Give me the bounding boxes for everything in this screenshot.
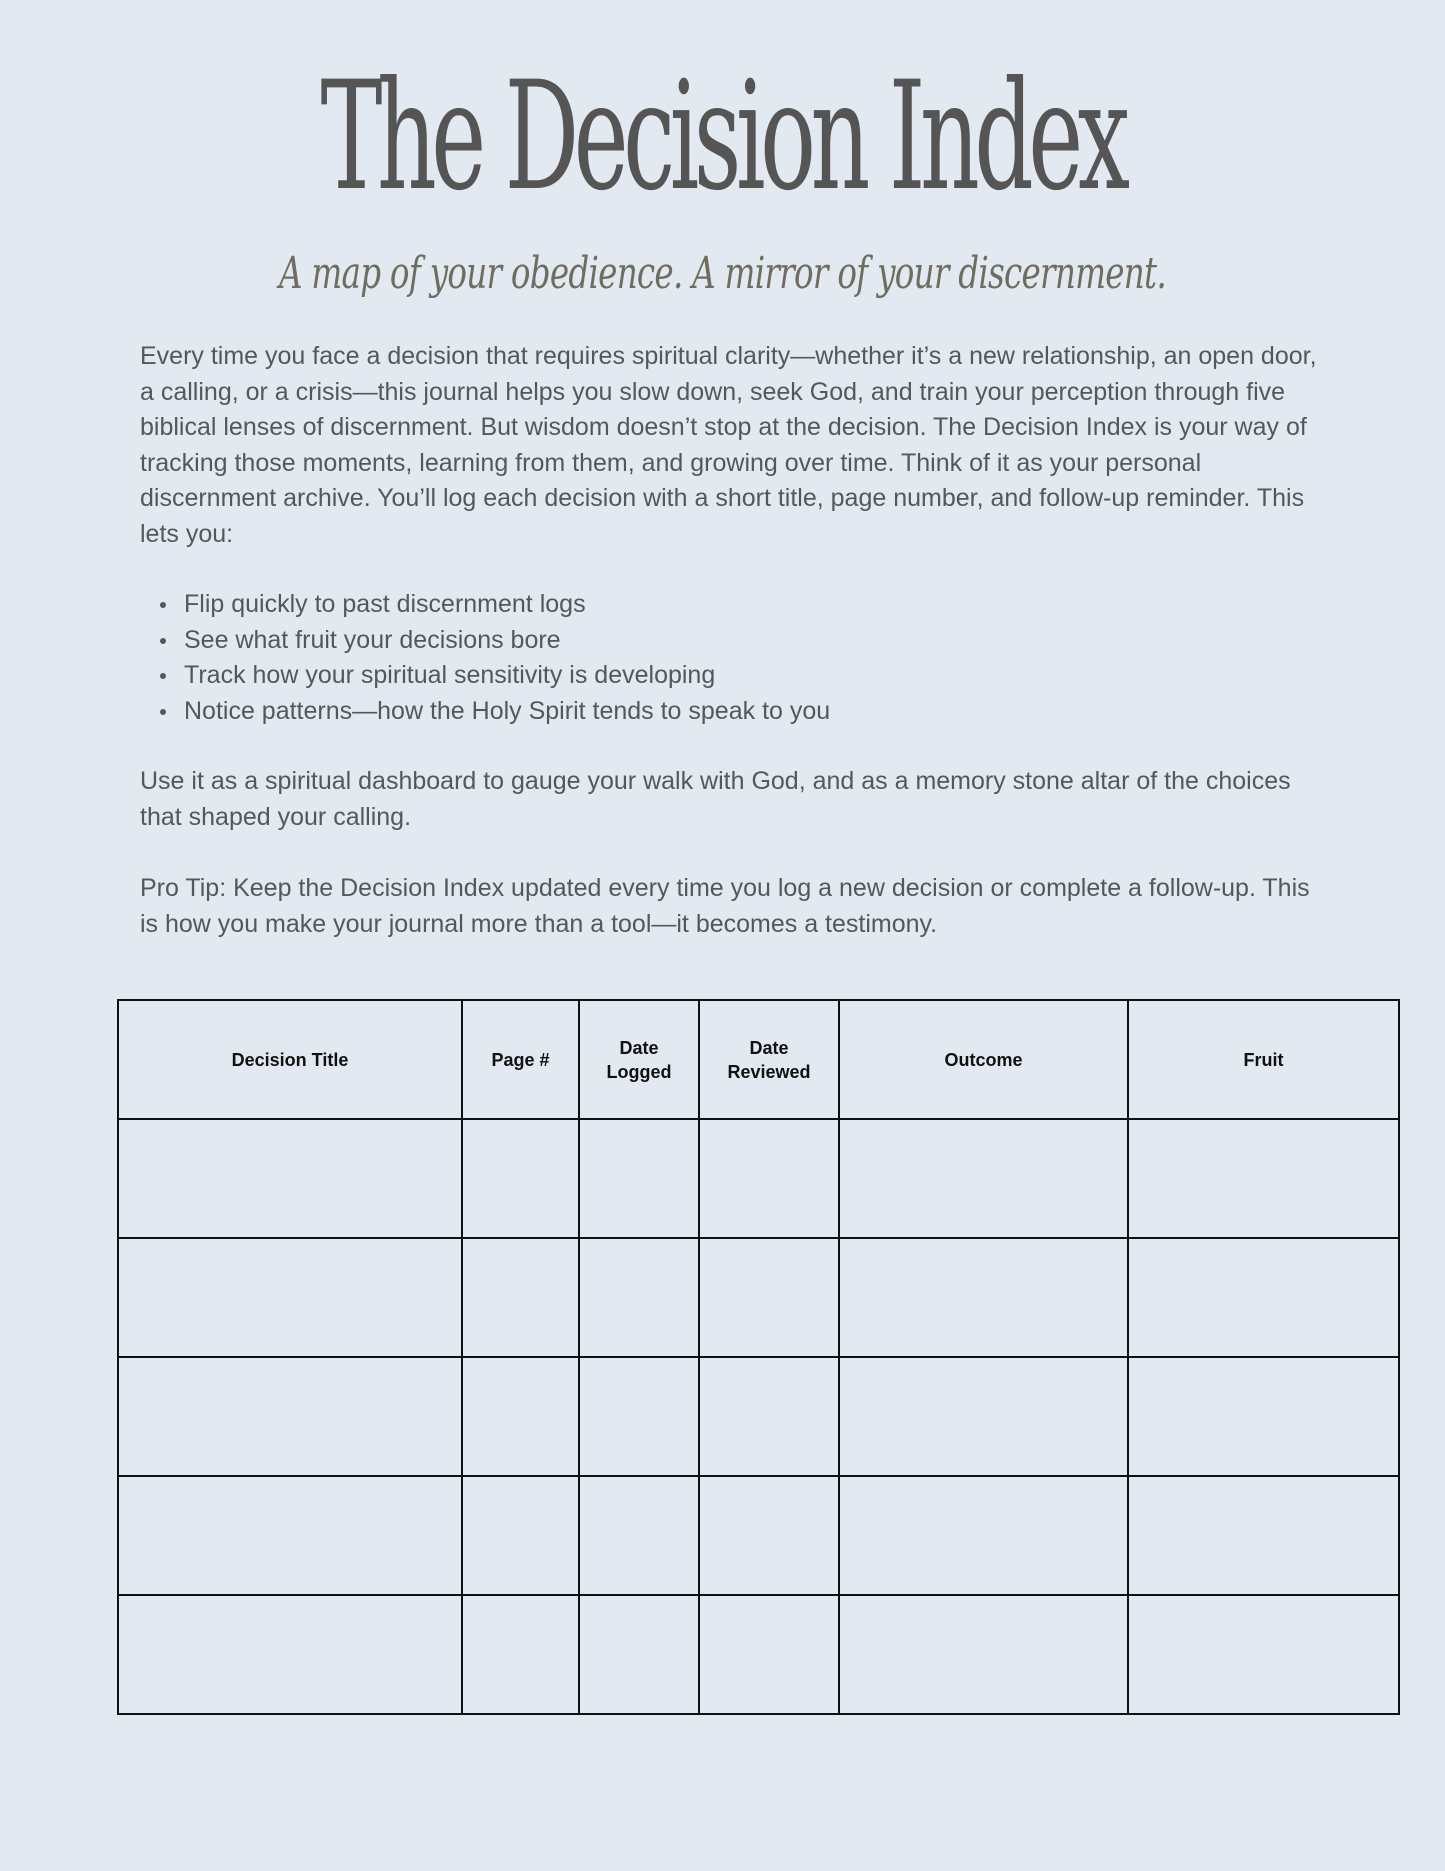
table-row (118, 1119, 1399, 1238)
column-header-date-reviewed (699, 1000, 839, 1119)
table-cell-date-reviewed[interactable] (699, 1476, 839, 1595)
table-cell-decision-title[interactable] (118, 1238, 462, 1357)
table-cell-fruit[interactable] (1128, 1595, 1399, 1714)
table-cell-outcome[interactable] (839, 1119, 1128, 1238)
table-row (118, 1238, 1399, 1357)
table-cell-fruit[interactable] (1128, 1357, 1399, 1476)
list-item: Notice patterns—how the Holy Spirit tends to speak to you (184, 694, 1364, 730)
dashboard-paragraph: Use it as a spiritual dashboard to gauge your walk with God, and as a memory stone altar of the choices that shaped your calling. (140, 767, 1291, 831)
benefits-list (140, 587, 1364, 729)
table-cell-date-logged[interactable] (579, 1357, 699, 1476)
table-cell-outcome[interactable] (839, 1595, 1128, 1714)
table-cell-fruit[interactable] (1128, 1476, 1399, 1595)
decision-index-table (117, 999, 1400, 1715)
table-cell-page-number[interactable] (462, 1476, 579, 1595)
column-header-label: Date (619, 1037, 659, 1058)
table-cell-date-logged[interactable] (579, 1595, 699, 1714)
table-cell-fruit[interactable] (1128, 1238, 1399, 1357)
pro-tip-paragraph: Pro Tip: Keep the Decision Index updated every time you log a new decision or complete a follow-up. This is how you make your journal more than a tool—it becomes a testimony. (140, 874, 1310, 938)
column-header-page-number (462, 1000, 579, 1119)
column-header-outcome (839, 1000, 1128, 1119)
table-cell-page-number[interactable] (462, 1595, 579, 1714)
table-row (118, 1357, 1399, 1476)
column-header-label: Reviewed (727, 1061, 811, 1082)
table-cell-date-reviewed[interactable] (699, 1238, 839, 1357)
table-cell-outcome[interactable] (839, 1357, 1128, 1476)
column-header-label: Logged (606, 1061, 672, 1082)
column-header-date-logged (579, 1000, 699, 1119)
column-header-label: Outcome (944, 1049, 1023, 1070)
column-header-decision-title (118, 1000, 462, 1119)
table-cell-decision-title[interactable] (118, 1476, 462, 1595)
table-cell-page-number[interactable] (462, 1357, 579, 1476)
list-item: See what fruit your decisions bore (184, 623, 1364, 659)
table-cell-date-logged[interactable] (579, 1119, 699, 1238)
column-header-label: Page # (491, 1049, 550, 1070)
table-cell-decision-title[interactable] (118, 1119, 462, 1238)
page-subtitle: A map of your obedience. A mirror of your discernment. (279, 248, 1166, 299)
table-cell-outcome[interactable] (839, 1476, 1128, 1595)
table-cell-outcome[interactable] (839, 1238, 1128, 1357)
table-cell-date-reviewed[interactable] (699, 1357, 839, 1476)
table-cell-date-logged[interactable] (579, 1238, 699, 1357)
table-row (118, 1595, 1399, 1714)
table-cell-decision-title[interactable] (118, 1595, 462, 1714)
table-cell-page-number[interactable] (462, 1238, 579, 1357)
column-header-label: Date (749, 1037, 789, 1058)
column-header-label: Decision Title (231, 1049, 349, 1070)
list-item: Track how your spiritual sensitivity is developing (184, 658, 1364, 694)
table-cell-page-number[interactable] (462, 1119, 579, 1238)
table-header-row (118, 1000, 1399, 1119)
table-cell-date-reviewed[interactable] (699, 1119, 839, 1238)
table-cell-decision-title[interactable] (118, 1357, 462, 1476)
list-item: Flip quickly to past discernment logs (184, 587, 1364, 623)
column-header-fruit (1128, 1000, 1399, 1119)
table-cell-date-logged[interactable] (579, 1476, 699, 1595)
column-header-label: Fruit (1243, 1049, 1284, 1070)
intro-paragraph: Every time you face a decision that requires spiritual clarity—whether it’s a new relationship, an open door, a calling, or a crisis—this journal helps you slow down, seek God, and train your perception through five biblical lenses of discernment. But wisdom doesn’t stop at the decision. The Decision Index is your way of tracking those moments, learning from them, and growing over time. Think of it as your personal discernment archive. You’ll log each decision with a short title, page number, and follow-up reminder. This lets you: (140, 342, 1317, 548)
table-cell-date-reviewed[interactable] (699, 1595, 839, 1714)
table-cell-fruit[interactable] (1128, 1119, 1399, 1238)
page-title: The Decision Index (320, 50, 1125, 224)
table-row (118, 1476, 1399, 1595)
